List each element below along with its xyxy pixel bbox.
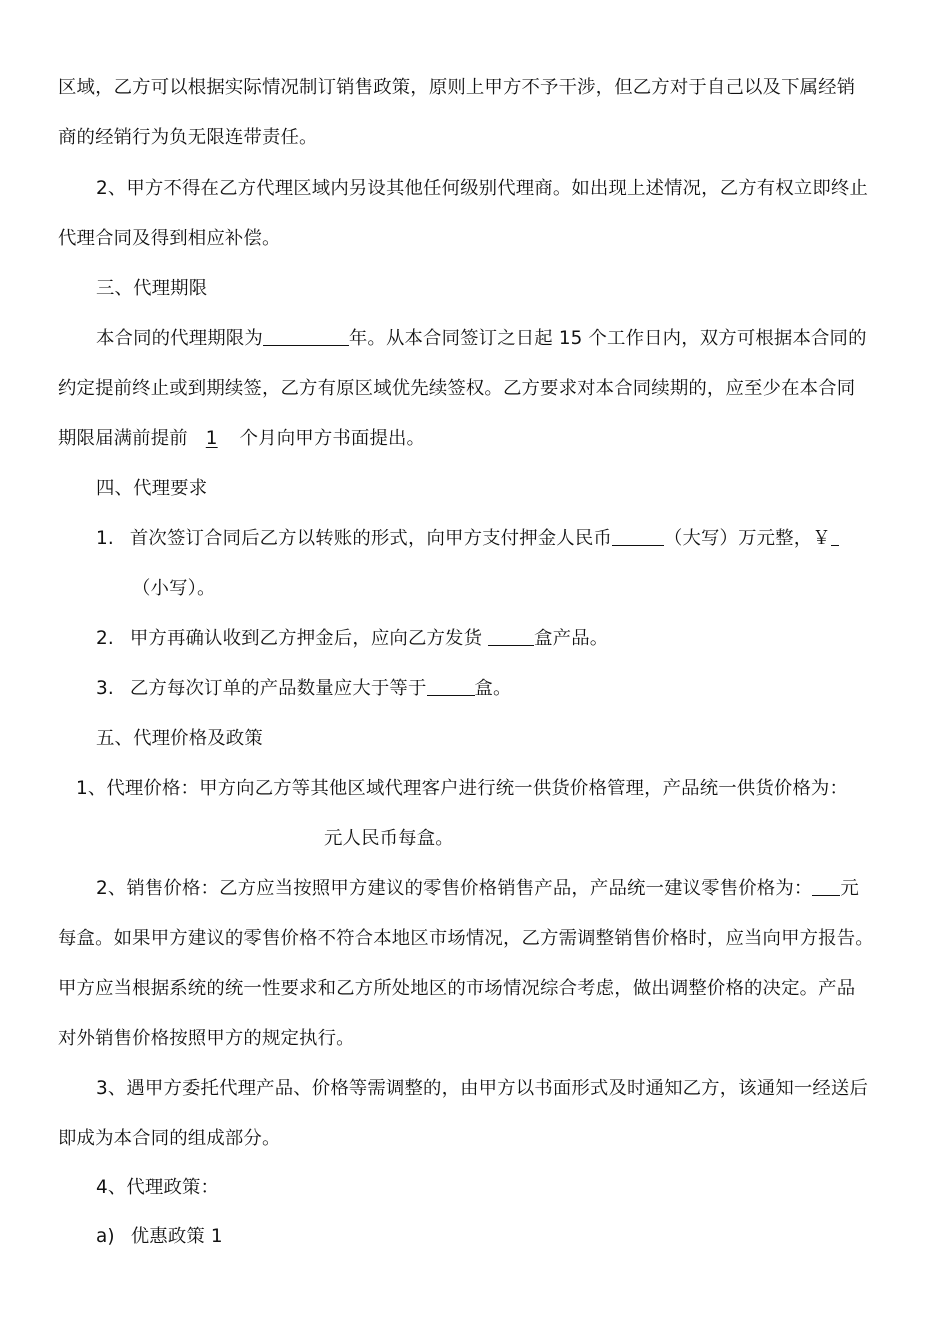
sales-price-line-3: 甲方应当根据系统的统一性要求和乙方所处地区的市场情况综合考虑，做出调整价格的决定。产品 — [58, 978, 856, 999]
sales-price-line-1 — [96, 876, 859, 902]
section-four-heading: 四、代理要求 — [96, 478, 208, 499]
term-paragraph-line-3 — [58, 426, 425, 452]
term-text-before-blank: 本合同的代理期限为 — [96, 328, 263, 349]
adjustment-line-2: 即成为本合同的组成部分。 — [58, 1128, 281, 1149]
requirement-item-1-line-2: （小写）。 — [132, 578, 216, 599]
term-line-3-after: 个月向甲方书面提出。 — [239, 428, 426, 449]
requirement-item-1-num: 1. — [96, 528, 114, 549]
deposit-lowercase-blank — [831, 526, 839, 546]
section-three-heading: 三、代理期限 — [96, 278, 208, 299]
initial-shipment-blank — [488, 626, 534, 646]
sales-price-text: 2、销售价格：乙方应当按照甲方建议的零售价格销售产品，产品统一建议零售价格为： — [96, 878, 813, 899]
section-five-heading: 五、代理价格及政策 — [96, 728, 263, 749]
sales-price-line-4: 对外销售价格按照甲方的规定执行。 — [58, 1028, 355, 1049]
policy-item-a-label: a) — [96, 1226, 115, 1247]
requirement-item-3-text: 乙方每次订单的产品数量应大于等于 — [129, 678, 427, 699]
requirement-item-2-after: 盒产品。 — [534, 628, 609, 649]
term-years-blank — [263, 326, 349, 346]
agency-policy-heading: 4、代理政策： — [96, 1177, 220, 1198]
requirement-item-3-num: 3. — [96, 678, 114, 699]
renewal-notice-months — [188, 428, 240, 449]
agency-price-line-2: 元人民币每盒。 — [324, 828, 454, 849]
term-text-after-blank: 年。从本合同签订之日起 15 个工作日内，双方可根据本合同的 — [348, 328, 867, 349]
requirement-item-2-text: 甲方再确认收到乙方押金后，应向乙方发货 — [129, 628, 489, 649]
term-paragraph-line-1 — [96, 326, 867, 352]
agency-price-line-1: 1、代理价格：甲方向乙方等其他区域代理客户进行统一供货价格管理，产品统一供货价格为： — [76, 778, 849, 799]
policy-item-a-text: 优惠政策 1 — [130, 1226, 223, 1247]
term-line-3-before: 期限届满前提前 — [58, 428, 188, 449]
requirement-item-3 — [96, 676, 512, 702]
requirement-item-1 — [96, 526, 839, 552]
clause-two-line-1: 2、甲方不得在乙方代理区域内另设其他任何级别代理商。如出现上述情况，乙方有权立即终止 — [96, 178, 869, 199]
requirement-item-2 — [96, 626, 608, 652]
sales-price-line-2: 每盒。如果甲方建议的零售价格不符合本地区市场情况，乙方需调整销售价格时，应当向甲方报告。 — [58, 928, 874, 949]
requirement-item-1-text: 首次签订合同后乙方以转账的形式，向甲方支付押金人民币 — [129, 528, 612, 549]
clause-one-line-2: 商的经销行为负无限连带责任。 — [58, 127, 318, 148]
requirement-item-2-num: 2. — [96, 628, 114, 649]
renewal-months-value: 1 — [205, 428, 218, 449]
sales-price-unit: 元 — [840, 878, 859, 899]
requirement-item-1-mid: （大写）万元整，￥ — [663, 528, 831, 549]
term-paragraph-line-2: 约定提前终止或到期续签，乙方有原区域优先续签权。乙方要求对本合同续期的，应至少在本合同 — [58, 378, 856, 399]
policy-item-a — [96, 1224, 223, 1250]
clause-two-line-2: 代理合同及得到相应补偿。 — [58, 228, 281, 249]
retail-price-blank — [812, 876, 840, 896]
deposit-uppercase-blank — [612, 526, 664, 546]
min-order-blank — [427, 676, 475, 696]
clause-one-line-1: 区域，乙方可以根据实际情况制订销售政策，原则上甲方不予干涉，但乙方对于自己以及下属经销 — [58, 77, 856, 98]
adjustment-line-1: 3、遇甲方委托代理产品、价格等需调整的，由甲方以书面形式及时通知乙方，该通知一经送后 — [96, 1078, 869, 1099]
requirement-item-3-after: 盒。 — [474, 678, 512, 699]
